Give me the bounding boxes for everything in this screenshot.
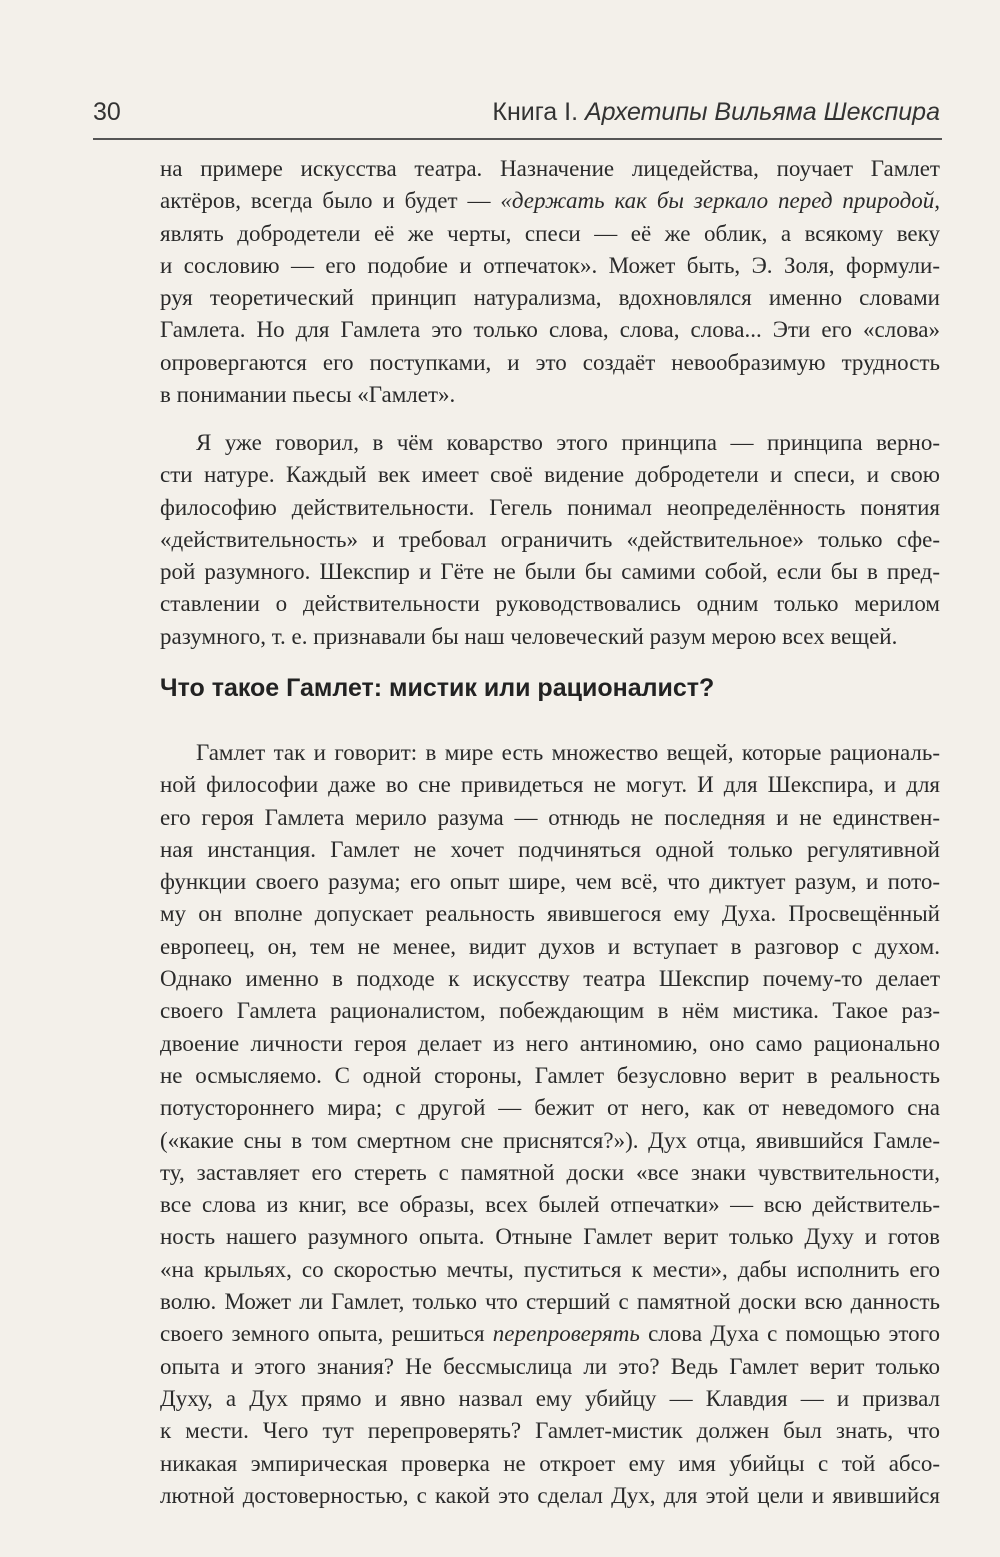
text-segment: Гамлет так и говорит: в мире есть множество вещей, которые рациональ- <box>196 740 940 765</box>
text-line <box>160 314 940 346</box>
italic-text: перепроверять <box>492 1321 640 1347</box>
text-line <box>160 931 940 963</box>
text-line <box>160 995 940 1027</box>
text-line <box>160 1125 940 1157</box>
text-segment: ность нашего разумного опыта. Отныне Гамлет верит только Духу и готов <box>160 1224 940 1250</box>
text-segment: в понимании пьесы «Гамлет». <box>160 382 456 408</box>
text-segment: двоение личности героя делает из него антиномию, оно само рационально <box>160 1030 940 1056</box>
text-segment: все слова из книг, все образы, всех былей отпечатки» — всю действитель- <box>160 1192 940 1218</box>
text-line <box>160 1415 940 1447</box>
text-line <box>160 1092 940 1124</box>
text-segment: руя теоретический принцип натурализма, вдохновлялся именно словами <box>160 285 940 311</box>
text-segment: европеец, он, тем не менее, видит духов и вступает в разговор с духом. <box>160 933 940 959</box>
italic-text: «держать как бы зеркало перед природой, <box>500 188 940 214</box>
text-segment: функции своего разума; его опыт шире, чем всё, что диктует разум, и пото- <box>160 869 940 895</box>
running-header <box>492 98 940 127</box>
text-line <box>160 802 940 834</box>
text-segment: («какие сны в том смертном сне приснятся?»). Дух отца, явившийся Гамле- <box>160 1127 940 1153</box>
text-segment: философию действительности. Гегель понимал неопределённость понятия <box>160 494 940 520</box>
text-line <box>160 588 940 620</box>
text-line <box>160 898 940 930</box>
text-line <box>160 1028 940 1060</box>
text-line <box>160 737 940 769</box>
text-segment: «на крыльях, со скоростью мечты, пуститься к мести», дабы исполнить его <box>160 1256 940 1282</box>
text-line <box>160 153 940 185</box>
text-segment: рой разумного. Шекспир и Гёте не были бы самими собой, если бы в пред- <box>160 559 940 585</box>
text-line <box>160 1480 940 1512</box>
text-segment: опыта и этого знания? Не бессмыслица ли это? Ведь Гамлет верит только <box>160 1353 940 1379</box>
text-segment: Духу, а Дух прямо и явно назвал ему убийцу — Клавдия — и призвал <box>160 1385 940 1411</box>
text-segment: Я уже говорил, в чём коварство этого принципа — принципа верно- <box>196 430 940 455</box>
text-line <box>160 834 940 866</box>
text-line <box>160 1060 940 1092</box>
text-line <box>160 963 940 995</box>
text-line <box>160 492 940 524</box>
text-segment: своего Гамлета рационалистом, побеждающим в нём мистика. Такое раз- <box>160 998 940 1024</box>
text-segment: волю. Может ли Гамлет, только что стерший с памятной доски всю данность <box>160 1289 940 1315</box>
text-line <box>160 1351 940 1383</box>
text-segment: опровергаются его поступками, и это создаёт невообразимую трудность <box>160 349 940 375</box>
running-header-book: Книга I. <box>492 98 579 126</box>
text-segment: никакая эмпирическая проверка не откроет ему имя убийцы с той абсо- <box>160 1450 940 1476</box>
text-segment: ставлении о действительности руководствовались одним только мерилом <box>160 591 940 617</box>
text-segment: не осмысляемо. С одной стороны, Гамлет безусловно верит в реальность <box>160 1062 940 1088</box>
paragraph-3 <box>160 737 940 1512</box>
text-line <box>160 427 940 459</box>
text-line <box>160 1157 940 1189</box>
text-segment: потустороннего мира; с другой — бежит от него, как от неведомого сна <box>160 1095 940 1121</box>
text-segment: разумного, т. е. признавали бы наш человеческий разум мерою всех вещей. <box>160 623 898 649</box>
page-number: 30 <box>93 98 121 126</box>
text-line <box>160 282 940 314</box>
text-segment: «действительность» и требовал ограничить «действительное» только сфе- <box>160 526 940 552</box>
paragraph-1 <box>160 153 940 411</box>
text-line <box>160 459 940 491</box>
text-segment: на примере искусства театра. Назначение лицедейства, поучает Гамлет <box>160 156 940 181</box>
text-segment: являть добродетели её же черты, спеси — её же облик, а всякому веку <box>160 220 940 246</box>
text-line <box>160 218 940 250</box>
text-segment: слова Духа с помощью этого <box>639 1321 941 1347</box>
text-segment: своего земного опыта, решиться <box>160 1321 493 1347</box>
running-header-title: Архетипы Вильяма Шекспира <box>585 98 940 126</box>
text-line <box>160 1318 940 1350</box>
text-line <box>160 769 940 801</box>
text-line <box>160 347 940 379</box>
text-segment: Однако именно в подходе к искусству театра Шекспир почему-то делает <box>160 966 940 992</box>
header-rule <box>93 138 942 140</box>
text-line <box>160 1286 940 1318</box>
text-segment: актёров, всегда было и будет — <box>160 188 501 214</box>
text-segment: и сословию — его подобие и отпечаток». Может быть, Э. Золя, формули- <box>160 252 940 278</box>
text-line <box>160 185 940 217</box>
text-segment: лютной достоверностью, с какой это сделал Дух, для этой цели и явившийся <box>160 1482 940 1508</box>
text-segment: к мести. Чего тут перепроверять? Гамлет-мистик должен был знать, что <box>160 1418 940 1444</box>
paragraph-2 <box>160 427 940 653</box>
text-segment: сти натуре. Каждый век имеет своё видение добродетели и спеси, и свою <box>160 462 940 488</box>
text-line <box>160 866 940 898</box>
text-line <box>160 621 940 653</box>
text-line <box>160 556 940 588</box>
text-line <box>160 379 940 411</box>
text-line <box>160 1254 940 1286</box>
text-segment: ной философии даже во сне привидеться не могут. И для Шекспира, и для <box>160 772 940 798</box>
section-heading: Что такое Гамлет: мистик или рационалист? <box>160 674 715 702</box>
text-segment: Гамлета. Но для Гамлета это только слова, слова, слова... Эти его «слова» <box>160 317 940 343</box>
text-line <box>160 1189 940 1221</box>
text-segment: ная инстанция. Гамлет не хочет подчиняться одной только регулятивной <box>160 836 940 862</box>
text-line <box>160 250 940 282</box>
text-line <box>160 1221 940 1253</box>
text-segment: му он вполне допускает реальность явившегося ему Духа. Просвещённый <box>160 901 940 927</box>
text-segment: его героя Гамлета мерило разума — отнюдь не последняя и не единствен- <box>160 804 940 830</box>
text-line <box>160 1448 940 1480</box>
text-segment: ту, заставляет его стереть с памятной доски «все знаки чувствительности, <box>160 1159 940 1185</box>
text-line <box>160 1383 940 1415</box>
text-line <box>160 524 940 556</box>
